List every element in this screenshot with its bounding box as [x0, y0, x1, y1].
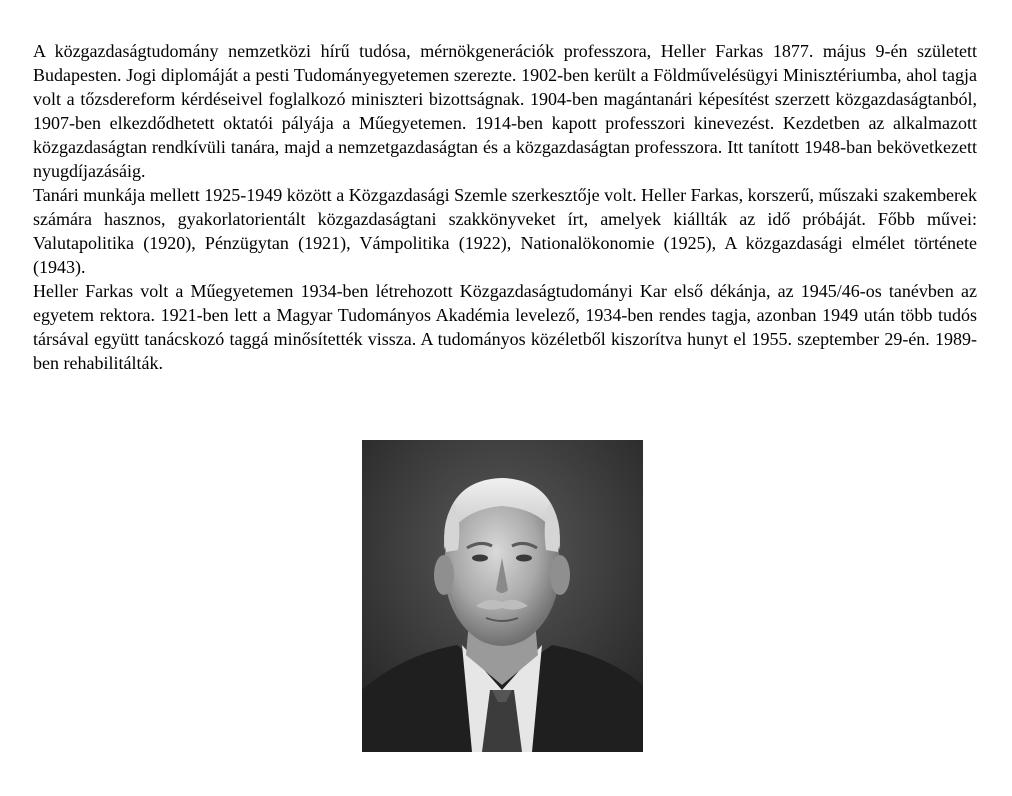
- portrait-photo: [362, 440, 643, 752]
- portrait-image: [362, 440, 643, 752]
- paragraph-intro: A közgazdaságtudomány nemzetközi hírű tudósa, mérnökgenerációk professzora, Heller Farkas 1877. május 9-én született Budapesten. Jogi diplomáját a pesti Tudományegyetemen szerezte. 1902-ben került a Földművelésügyi Minisztériumba, ahol tagja volt a tőzsdereform kérdéseivel foglalkozó miniszteri bizottságnak. 1904-ben magántanári képesítést szerzett közgazdaságtanból, 1907-ben elkezdődhetett oktatói pályája a Műegyetemen. 1914-ben kapott professzori kinevezést. Kezdetben az alkalmazott közgazdaságtan rendkívüli tanára, majd a nemzetgazdaságtan és a közgazdaságtan professzora. Itt tanított 1948-ban bekövetkezett nyugdíjazásáig.: [33, 41, 977, 181]
- paragraph-dean-academy: Heller Farkas volt a Műegyetemen 1934-ben létrehozott Közgazdaságtudományi Kar első dékánja, az 1945/46-os tanévben az egyetem rektora. 1921-ben lett a Magyar Tudományos Akadémia levelező, 1934-ben rendes tagja, azonban 1949 után több tudós társával együtt tanácskozó taggá minősítették vissza. A tudományos közéletből kiszorítva hunyt el 1955. szeptember 29-én. 1989-ben rehabilitálták.: [33, 281, 977, 373]
- paragraph-editor-works: Tanári munkája mellett 1925-1949 között a Közgazdasági Szemle szerkesztője volt. Heller Farkas, korszerű, műszaki szakemberek számára hasznos, gyakorlatorientált közgazdaságtani szakkönyveket írt, amelyek kiállták az idő próbáját. Főbb művei: Valutapolitika (1920), Pénzügytan (1921), Vámpolitika (1922), Nationalökonomie (1925), A közgazdasági elmélet története (1943).: [33, 185, 977, 277]
- biography-text: [33, 39, 977, 375]
